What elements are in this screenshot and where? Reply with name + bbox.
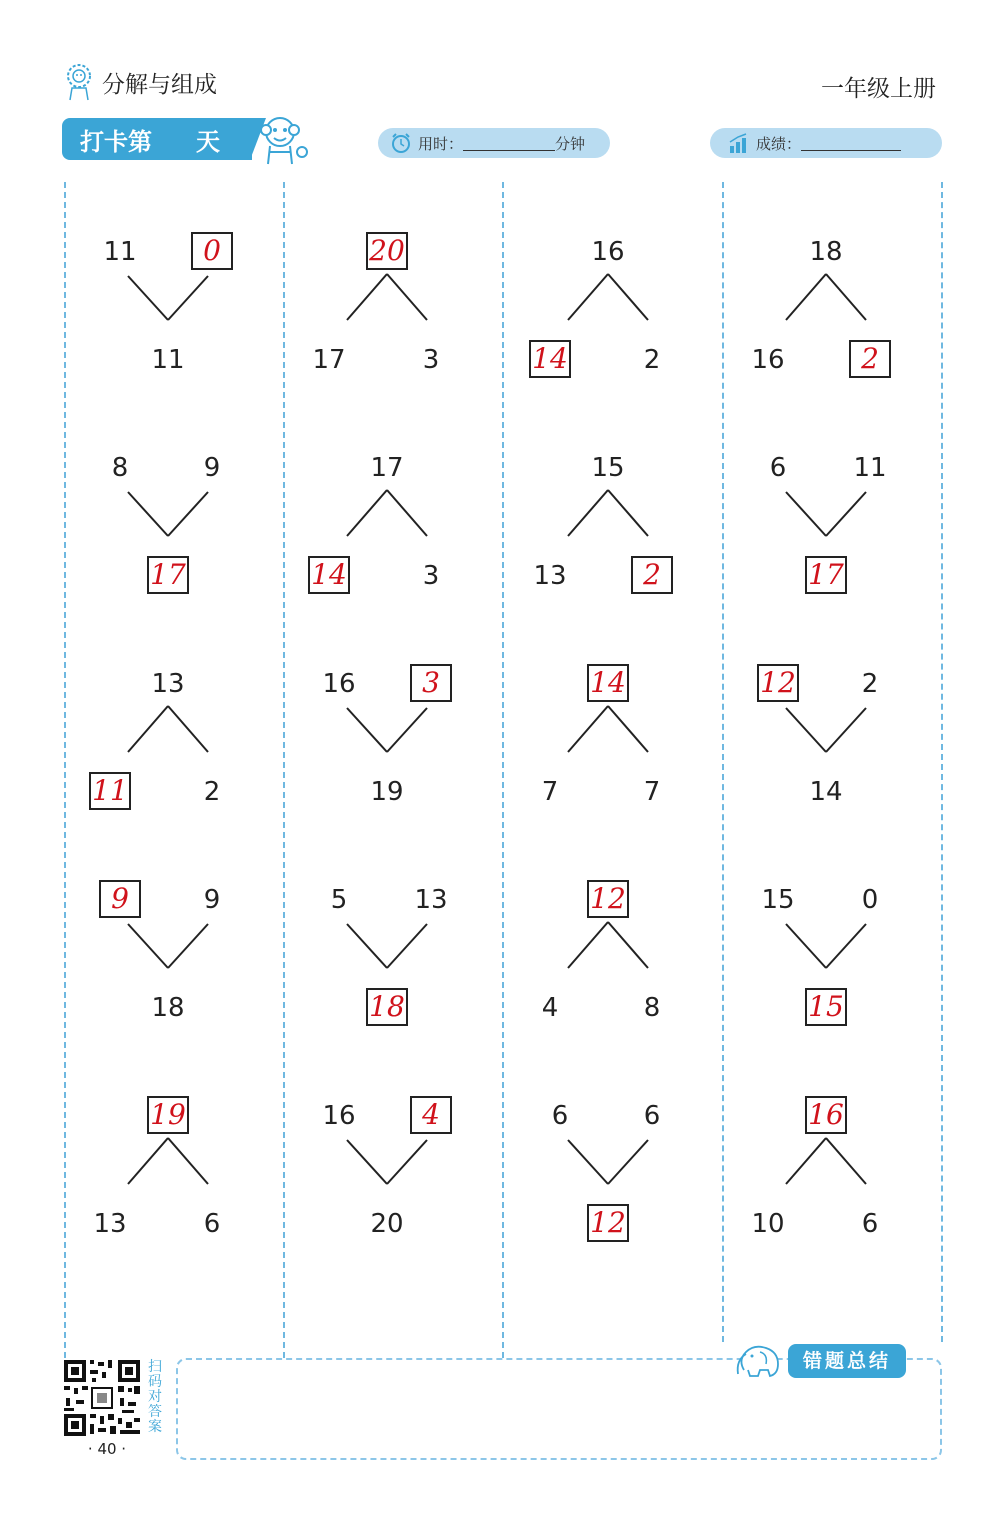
answer-box[interactable]: 17: [147, 556, 189, 594]
branch-line: [347, 1140, 387, 1184]
answer-box[interactable]: 17: [805, 556, 847, 594]
decomposition-problem: [504, 1080, 724, 1296]
answer-box[interactable]: 11: [89, 772, 131, 810]
given-number: 6: [861, 1209, 879, 1239]
branch-line: [786, 924, 826, 968]
answer-box[interactable]: 14: [587, 664, 629, 702]
branch-line: [347, 274, 387, 320]
given-number: 13: [414, 885, 448, 915]
given-number: 11: [151, 345, 185, 375]
given-number: 13: [151, 669, 185, 699]
decomposition-problem: [722, 432, 942, 648]
branch-line: [128, 276, 168, 320]
decomposition-problem: [64, 432, 284, 648]
given-number: 11: [103, 237, 137, 267]
decomposition-problem: [283, 1080, 503, 1296]
given-number: 2: [643, 345, 661, 375]
answer-box[interactable]: 15: [805, 988, 847, 1026]
decomposition-problem: [504, 648, 724, 864]
decomposition-problem: [64, 648, 284, 864]
branch-line: [568, 706, 608, 752]
given-number: 10: [751, 1209, 785, 1239]
branch-line: [826, 924, 866, 968]
answer-box[interactable]: 14: [529, 340, 571, 378]
branch-line: [128, 492, 168, 536]
given-number: 7: [643, 777, 661, 807]
given-number: 2: [203, 777, 221, 807]
monkey-mascot-icon: [254, 112, 312, 168]
given-number: 4: [541, 993, 559, 1023]
answer-box[interactable]: 9: [99, 880, 141, 918]
given-number: 5: [330, 885, 348, 915]
branch-line: [608, 706, 648, 752]
branch-line: [387, 490, 427, 536]
given-number: 9: [203, 453, 221, 483]
branch-line: [128, 1138, 168, 1184]
answer-box[interactable]: 12: [757, 664, 799, 702]
given-number: 20: [370, 1209, 404, 1239]
decomposition-problem: [722, 864, 942, 1080]
decomposition-problem: [722, 1080, 942, 1296]
mistake-summary-label: 错题总结: [788, 1344, 906, 1378]
decomposition-problem: [64, 216, 284, 432]
branch-line: [168, 1138, 208, 1184]
given-number: 3: [422, 561, 440, 591]
page-header: [62, 60, 217, 104]
decomposition-problem: [283, 432, 503, 648]
decomposition-problem: [64, 864, 284, 1080]
given-number: 11: [853, 453, 887, 483]
score-field: [710, 128, 942, 158]
given-number: 17: [370, 453, 404, 483]
decomposition-problem: [722, 648, 942, 864]
page-number: · 40 ·: [87, 1440, 127, 1458]
given-number: 16: [322, 1101, 356, 1131]
branch-line: [387, 274, 427, 320]
given-number: 9: [203, 885, 221, 915]
decomposition-problem: [283, 864, 503, 1080]
answer-box[interactable]: 2: [849, 340, 891, 378]
grade-label: 一年级上册: [821, 76, 936, 102]
given-number: 18: [809, 237, 843, 267]
given-number: 0: [861, 885, 879, 915]
given-number: 14: [809, 777, 843, 807]
given-number: 18: [151, 993, 185, 1023]
branch-line: [168, 924, 208, 968]
given-number: 6: [769, 453, 787, 483]
branch-line: [387, 924, 427, 968]
given-number: 16: [591, 237, 625, 267]
answer-box[interactable]: 12: [587, 880, 629, 918]
given-number: 19: [370, 777, 404, 807]
banner-prefix: 打卡第: [80, 127, 152, 156]
given-number: 13: [533, 561, 567, 591]
answer-box[interactable]: 2: [631, 556, 673, 594]
branch-line: [568, 922, 608, 968]
given-number: 13: [93, 1209, 127, 1239]
time-label: 用时：: [418, 134, 464, 153]
branch-line: [128, 706, 168, 752]
branch-line: [168, 706, 208, 752]
elephant-icon: [734, 1340, 786, 1380]
branch-line: [826, 708, 866, 752]
branch-lines: [722, 648, 942, 864]
bar-chart-icon: [728, 132, 750, 154]
branch-line: [168, 492, 208, 536]
given-number: 15: [761, 885, 795, 915]
branch-line: [826, 274, 866, 320]
lion-logo-icon: [62, 62, 96, 102]
checkin-banner: [62, 118, 252, 160]
branch-line: [168, 276, 208, 320]
branch-line: [347, 708, 387, 752]
time-input[interactable]: [463, 135, 555, 151]
banner-suffix: 天: [196, 127, 220, 156]
answer-box[interactable]: 14: [308, 556, 350, 594]
branch-line: [568, 490, 608, 536]
decomposition-problem: [64, 1080, 284, 1296]
branch-line: [608, 922, 648, 968]
decomposition-problem: [283, 648, 503, 864]
decomposition-problem: [504, 864, 724, 1080]
section-title: 分解与组成: [102, 71, 217, 98]
answer-box[interactable]: 20: [366, 232, 408, 270]
branch-line: [826, 1138, 866, 1184]
decomposition-problem: [504, 432, 724, 648]
answer-box[interactable]: 12: [587, 1204, 629, 1242]
branch-line: [568, 1140, 608, 1184]
qr-code-icon[interactable]: [62, 1358, 142, 1438]
answer-box[interactable]: 18: [366, 988, 408, 1026]
branch-line: [608, 1140, 648, 1184]
alarm-clock-icon: [390, 132, 412, 154]
given-number: 8: [643, 993, 661, 1023]
answer-box[interactable]: 3: [410, 664, 452, 702]
branch-line: [387, 708, 427, 752]
given-number: 16: [322, 669, 356, 699]
qr-label: 扫码对答案: [148, 1359, 162, 1435]
branch-line: [608, 274, 648, 320]
answer-box[interactable]: 19: [147, 1096, 189, 1134]
answer-box[interactable]: 16: [805, 1096, 847, 1134]
decomposition-problem: [722, 216, 942, 432]
branch-line: [786, 708, 826, 752]
branch-line: [387, 1140, 427, 1184]
given-number: 16: [751, 345, 785, 375]
branch-line: [347, 490, 387, 536]
given-number: 3: [422, 345, 440, 375]
decomposition-problem: [283, 216, 503, 432]
given-number: 7: [541, 777, 559, 807]
given-number: 2: [861, 669, 879, 699]
answer-box[interactable]: 0: [191, 232, 233, 270]
branch-line: [347, 924, 387, 968]
given-number: 17: [312, 345, 346, 375]
branch-line: [128, 924, 168, 968]
given-number: 8: [111, 453, 129, 483]
time-field: [378, 128, 610, 158]
time-unit: 分钟: [555, 134, 586, 153]
given-number: 15: [591, 453, 625, 483]
answer-box[interactable]: 4: [410, 1096, 452, 1134]
given-number: 6: [643, 1101, 661, 1131]
given-number: 6: [203, 1209, 221, 1239]
branch-line: [786, 274, 826, 320]
score-label: 成绩：: [756, 134, 802, 153]
branch-line: [786, 492, 826, 536]
given-number: 6: [551, 1101, 569, 1131]
score-input[interactable]: [801, 135, 901, 151]
branch-line: [826, 492, 866, 536]
branch-line: [568, 274, 608, 320]
decomposition-problem: [504, 216, 724, 432]
branch-lines: [64, 864, 284, 1080]
branch-line: [786, 1138, 826, 1184]
branch-line: [608, 490, 648, 536]
